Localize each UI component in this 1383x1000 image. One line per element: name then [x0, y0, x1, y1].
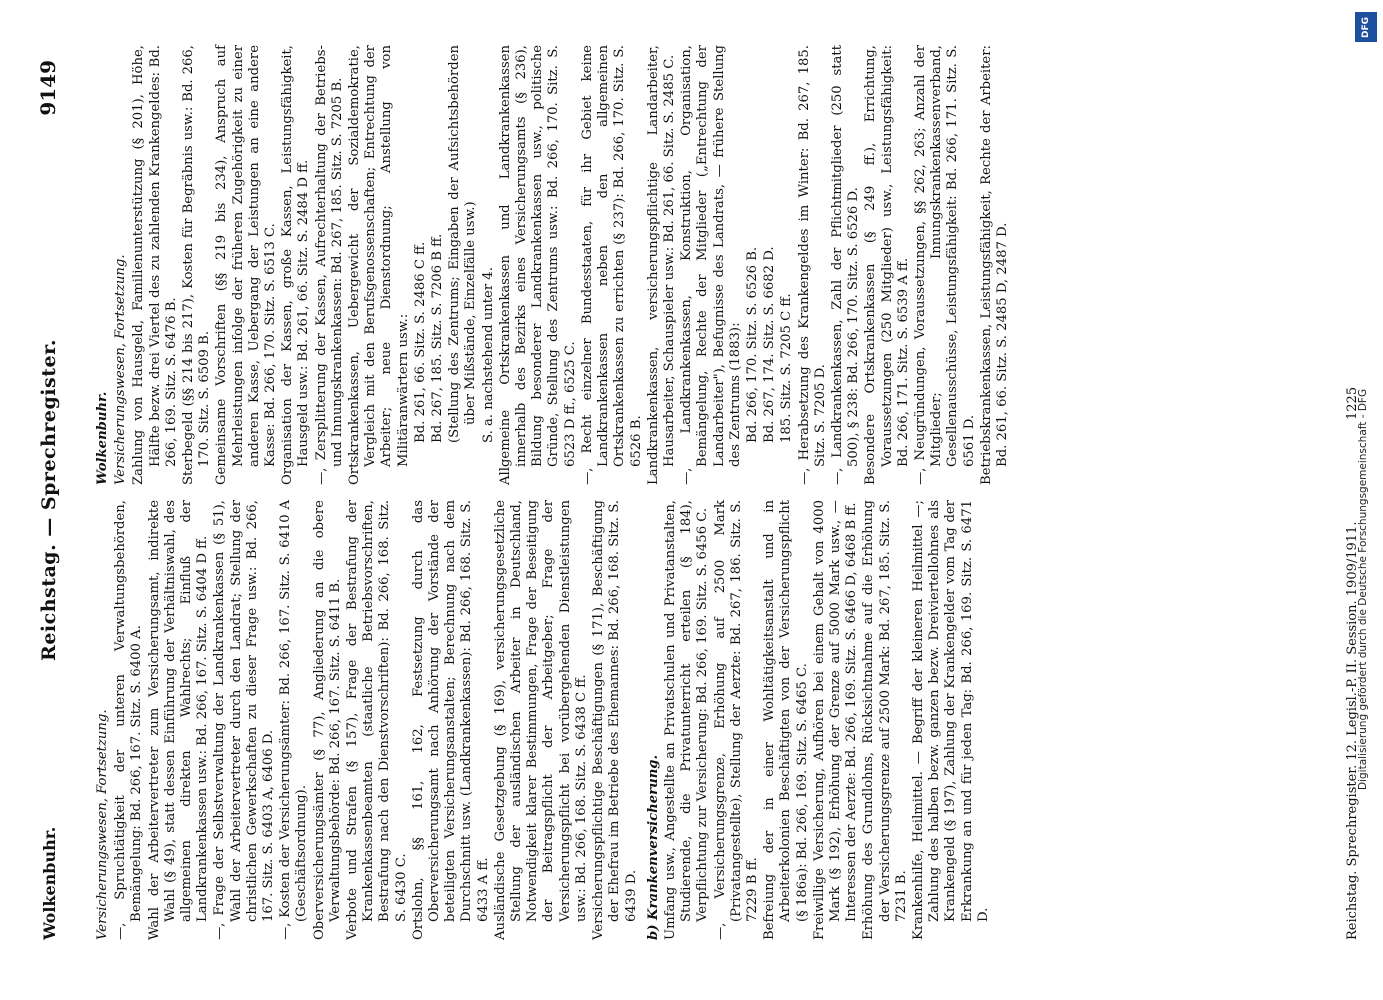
left-entry: Befreiung der in einer Wohltätigkeitsanstalt und in Arbeiterkolonien Beschäftigten von der Versicherungspflicht (§ 186a): Bd. 266, 169. Sitz. S. 6465 C.	[762, 500, 810, 940]
page-header	[30, 60, 70, 940]
right-entry-note: (Stellung des Zentrums; Eingaben der Aufsichtsbehörden über Mißstände, Einzelfälle usw.)	[447, 45, 479, 443]
right-entry-ref: Bd. 267, 185. Sitz. S. 7206 B ff.	[430, 233, 446, 443]
right-entry: Zahlung von Hausgeld, Familienunterstützung (§ 201), Höhe, Hälfte bezw. drei Viertel des zu zahlenden Krankengeldes: Bd. 266, 169. Sitz. S. 6476 B.	[131, 45, 179, 485]
right-entry: Betriebskrankenkassen, Leistungsfähigkeit, Rechte der Arbeiter: Bd. 261, 66. Sitz. S. 2485 D, 2487 D.	[978, 45, 1010, 485]
left-entry: —, Frage der Selbstverwaltung der Landkrankenkassen (§ 51), Wahl der Arbeitervertreter durch den Landrat; Stellung der christlichen Gewerkschaften zu dieser Frage usw.: Bd. 266, 167. Sitz. S. 6403 A, 6406 D.	[212, 500, 277, 940]
right-column	[95, 45, 1012, 485]
left-column	[95, 500, 993, 940]
left-entry: Umfang usw., Angestellte an Privatschulen und Privatanstalten, Studierende, die Privatunterricht erteilen (§ 184), Verpflichtung zur Versicherung: Bd. 266, 169. Sitz. S. 6456 C.	[662, 500, 711, 940]
right-entry: Organisation der Kassen, große Kassen, Leistungsfähigkeit, Hausgeld usw.: Bd. 261, 66. Sitz. S. 2484 D ff.	[280, 45, 312, 485]
dfg-logo: DFG	[1355, 12, 1377, 42]
left-subsection-title: b) Krankenversicherung.	[645, 754, 661, 940]
right-entry: Besondere Ortskrankenkassen (§ 249 ff.), Errichtung, Voraussetzungen (250 Mitglieder) usw., Leistungsfähigkeit: Bd. 266, 171. Sitz. S. 6539 A ff.	[863, 45, 911, 485]
header-title: Reichstag. — Sprechregister.	[38, 339, 60, 661]
right-entry: Allgemeine Ortskrankenkassen und Landkrankenkassen innerhalb des Bezirks eines Versicherungsamts (§ 236), Bildung besonderer Landkrankenkassen usw., politische Gründe, Stellung des Zentrums usw.: Bd. 266, 170. Sitz. S. 6523 D ff., 6525 C.	[497, 45, 578, 485]
right-entry: Sterbegeld (§§ 214 bis 217), Kosten für Begräbnis usw.: Bd. 266, 170. Sitz. S. 6509 B.	[181, 45, 213, 485]
right-entry: Gemeinsame Vorschriften (§§ 219 bis 234), Anspruch auf Mehrleistungen infolge der früheren Zugehörigkeit zu einer anderen Kasse, Uebergang der Leistungen an eine andere Kasse: Bd. 266, 170. Sitz. S. 6513 C.	[214, 45, 279, 485]
left-entry: —, Kosten der Versicherungsämter: Bd. 266, 167. Sitz. S. 6410 A (Geschäftsordnung).	[278, 500, 310, 940]
right-entry: Landkrankenkassen, versicherungspflichtige Landarbeiter, Hausarbeiter, Schauspieler usw.: Bd. 261, 66. Sitz. S. 2485 C.	[645, 45, 677, 485]
right-entry-ref: Bd. 266, 170. Sitz. S. 6526 B.	[744, 246, 760, 443]
left-entry: Krankenhilfe, Heilmittel. — Begriff der kleineren Heilmittel —; Zahlung des halben bezw. ganzen bezw. Dreiviertellohnes als Krankengeld (§ 197), Zahlung der Krankengelder vom Tag der Erkrankung an und für jeden Tag: Bd. 266, 169. Sitz. S. 6471 D.	[910, 500, 991, 940]
left-entry: —, Versicherungsgrenze, Erhöhung auf 2500 Mark (Privatangestellte), Stellung der Aerzte: Bd. 267, 186. Sitz. S. 7229 B ff.	[712, 500, 760, 940]
right-entry-ref: 185. Sitz. S. 7205 C ff.	[779, 293, 795, 443]
right-entry-see-also: S. a. nachstehend unter 4.	[480, 267, 496, 443]
left-entry: Versicherungspflichtige Beschäftigungen (§ 171), Beschäftigung der Ehefrau im Betriebe des Ehemannes: Bd. 266, 168. Sitz. S. 6439 D.	[591, 500, 639, 940]
right-entry: —, Herabsetzung des Krankengeldes im Winter: Bd. 267, 185. Sitz. S. 7205 D.	[796, 45, 828, 485]
left-entry: Wahl der Arbeitervertreter zum Versicherungsamt, indirekte Wahl (§ 49), statt dessen Einführung der Verhältniswahl, des allgemeinen direkten Wahlrechts; Einfluß der Landkrankenkassen usw.: Bd. 266, 167. Sitz. S. 6404 D ff.	[146, 500, 211, 940]
right-entry: —, Landkrankenkassen, Zahl der Pflichtmitglieder (250 statt 500), § 238: Bd. 266, 170. Sitz. S. 6526 D.	[829, 45, 862, 485]
right-entry-ref: Bd. 267, 174. Sitz. S. 6682 D.	[762, 246, 778, 443]
left-section-title: Versicherungswesen, Fortsetzung.	[95, 709, 110, 940]
right-entry: Ortskrankenkassen, Uebergewicht der Sozialdemokratie, Vergleich mit den Berufsgenossenschaften; Entrechtung der Arbeiter; neue Dienstordnung; Anstellung von Militäranwärtern usw.:	[347, 45, 411, 485]
footer-source: Reichstag. Sprechregister. 12. Legisl.-P. II. Session. 1909/1911.	[1345, 521, 1360, 940]
left-entry: Erhöhung des Grundlohns, Rücksichtnahme auf die Erhöhung der Versicherungsgrenze auf 2500 Mark: Bd. 267, 185. Sitz. S. 7231 B.	[861, 500, 909, 940]
digitization-credit: Digitalisierung gefördert durch die Deutsche Forschungsgemeinschaft - DFG	[1357, 388, 1369, 790]
footer-page-number: 1225	[1345, 386, 1360, 420]
right-column-header: Wolkenbuhr.	[95, 391, 110, 485]
left-entry: Ausländische Gesetzgebung (§ 169), versicherungsgesetzliche Stellung der ausländischen Arbeiter in Deutschland, Notwendigkeit klarer Bestimmungen, Frage der Beseitigung der Beitragspflicht der Arbeitgeber; Frage der Versicherungspflicht bei vorübergehenden Dienstleistungen usw.: Bd. 266, 168. Sitz. S. 6438 C ff.	[492, 500, 589, 940]
right-entry: —, Recht einzelner Bundesstaaten, für ihr Gebiet keine Landkrankenkassen neben den allgemeinen Ortskrankenkassen zu errichten (§ 237): Bd. 266, 170. Sitz. S. 6526 B.	[579, 45, 644, 485]
left-entry: Ortslohn, §§ 161, 162, Festsetzung durch das Oberversicherungsamt nach Anhörung der Vorstände der beteiligten Versicherungsanstalten; Berechnung nach dem Durchschnitt usw. (Landkrankenkassen): Bd. 266, 168. Sitz. S. 6433 A ff.	[410, 500, 491, 940]
header-left-name: Wolkenbuhr.	[40, 826, 59, 940]
left-entry: —, Spruchtätigkeit der unteren Verwaltungsbehörden, Bemängelung: Bd. 266, 167. Sitz. S. 6400 A.	[113, 500, 145, 940]
right-entry: —, Neugründungen, Voraussetzungen, §§ 262, 263; Anzahl der Mitglieder; Innungskrankenkassenverband, Gesellenausschüsse, Leistungsfähigkeit: Bd. 266, 171. Sitz. S. 6561 D.	[912, 45, 977, 485]
right-entry: —, Landkrankenkassen, Konstruktion, Organisation, Bemängelung, Rechte der Mitglieder („Entrechtung der Landarbeiter"), Befugnisse des Landrats, — frühere Stellung des Zentrums (1883):	[679, 45, 743, 485]
page-number-top: 9149	[36, 60, 60, 116]
right-section-title: Versicherungswesen, Fortsetzung.	[113, 254, 129, 485]
right-entry: —, Zersplitterung der Kassen, Aufrechterhaltung der Betriebs- und Innungskrankenkassen: Bd. 267, 185. Sitz. S. 7205 B.	[313, 45, 345, 485]
left-entry: Verbote und Strafen (§ 157), Frage der Bestrafung der Krankenkassenbeamten (staatliche Betriebsvorschriften, Bestrafung nach den Dienstvorschriften): Bd. 266, 168. Sitz. S. 6430 C.	[345, 500, 409, 940]
right-entry-ref: Bd. 261, 66. Sitz. S. 2486 C ff.	[412, 241, 428, 443]
left-entry: Freiwillige Versicherung, Aufhören bei einem Gehalt von 4000 Mark (§ 192), Erhöhung der Grenze auf 5000 Mark usw., — Interessen der Aerzte: Bd. 266, 169. Sitz. S. 6466 D, 6468 B ff.	[811, 500, 860, 940]
left-entry: Oberversicherungsämter (§ 77), Angliederung an die obere Verwaltungsbehörde: Bd. 266, 167. Sitz. S. 6411 B.	[311, 500, 343, 940]
